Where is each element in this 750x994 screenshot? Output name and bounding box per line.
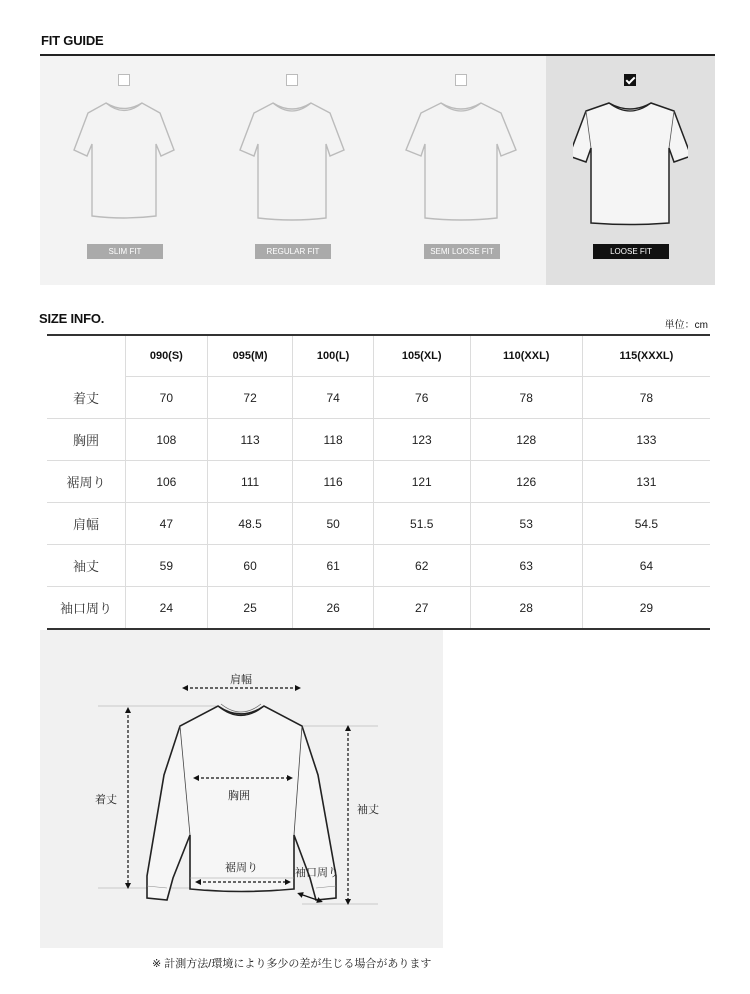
- column-header: 090(S): [126, 335, 208, 377]
- label-cuff: 袖口周り: [295, 867, 339, 879]
- table-row: [47, 503, 710, 545]
- table-cell: 60: [207, 545, 293, 587]
- table-header-row: [47, 335, 710, 377]
- column-header: 100(L): [293, 335, 373, 377]
- table-cell: 54.5: [582, 503, 710, 545]
- table-cell: 50: [293, 503, 373, 545]
- column-header: 115(XXXL): [582, 335, 710, 377]
- column-header: 105(XL): [373, 335, 470, 377]
- table-cell: 51.5: [373, 503, 470, 545]
- table-cell: 70: [126, 377, 208, 419]
- label-hem: 裾周り: [225, 862, 258, 874]
- fit-label-slim: SLIM FIT: [87, 244, 163, 259]
- row-label: 胸囲: [47, 419, 126, 461]
- label-chest: 胸囲: [228, 790, 250, 802]
- fit-option-semi-loose[interactable]: [377, 56, 546, 285]
- header-corner: [47, 335, 126, 377]
- fit-option-regular[interactable]: [208, 56, 377, 285]
- table-row: [47, 587, 710, 630]
- row-label: 肩幅: [47, 503, 126, 545]
- table-row: [47, 545, 710, 587]
- table-cell: 121: [373, 461, 470, 503]
- table-cell: 62: [373, 545, 470, 587]
- tshirt-slim-icon: [67, 98, 182, 228]
- table-cell: 74: [293, 377, 373, 419]
- table-cell: 111: [207, 461, 293, 503]
- fit-option-slim[interactable]: [40, 56, 209, 285]
- measurement-diagram: [40, 630, 443, 948]
- fit-checkbox-semi-loose[interactable]: [455, 74, 467, 86]
- table-cell: 78: [470, 377, 582, 419]
- table-cell: 76: [373, 377, 470, 419]
- table-cell: 126: [470, 461, 582, 503]
- table-cell: 116: [293, 461, 373, 503]
- table-cell: 64: [582, 545, 710, 587]
- table-cell: 72: [207, 377, 293, 419]
- table-cell: 26: [293, 587, 373, 630]
- fit-label-regular: REGULAR FIT: [255, 244, 331, 259]
- fit-option-loose[interactable]: [546, 56, 715, 285]
- table-cell: 47: [126, 503, 208, 545]
- table-cell: 123: [373, 419, 470, 461]
- row-label: 裾周り: [47, 461, 126, 503]
- column-header: 095(M): [207, 335, 293, 377]
- fit-label-semi-loose: SEMI LOOSE FIT: [424, 244, 500, 259]
- fit-checkbox-regular[interactable]: [286, 74, 298, 86]
- row-label: 袖丈: [47, 545, 126, 587]
- column-header: 110(XXL): [470, 335, 582, 377]
- table-row: [47, 461, 710, 503]
- table-cell: 27: [373, 587, 470, 630]
- table-cell: 53: [470, 503, 582, 545]
- row-label: 着丈: [47, 377, 126, 419]
- table-cell: 59: [126, 545, 208, 587]
- label-sleeve: 袖丈: [357, 804, 379, 816]
- table-cell: 24: [126, 587, 208, 630]
- fit-checkbox-loose[interactable]: [624, 74, 636, 86]
- table-cell: 61: [293, 545, 373, 587]
- tshirt-semi-loose-icon: [404, 98, 519, 228]
- fit-label-loose: LOOSE FIT: [593, 244, 669, 259]
- table-cell: 78: [582, 377, 710, 419]
- table-cell: 118: [293, 419, 373, 461]
- table-cell: 133: [582, 419, 710, 461]
- table-cell: 48.5: [207, 503, 293, 545]
- unit-label: 単位：cm: [664, 320, 708, 331]
- table-row: [47, 377, 710, 419]
- table-cell: 113: [207, 419, 293, 461]
- footnote: ※ 計測方法/環境により多少の差が生じる場合があります: [152, 958, 432, 970]
- table-cell: 25: [207, 587, 293, 630]
- fit-guide-title: FIT GUIDE: [41, 33, 104, 48]
- size-table: [47, 334, 710, 630]
- label-length: 着丈: [95, 794, 117, 806]
- table-cell: 28: [470, 587, 582, 630]
- table-cell: 108: [126, 419, 208, 461]
- size-info-title: SIZE INFO.: [39, 311, 105, 326]
- table-cell: 29: [582, 587, 710, 630]
- tshirt-regular-icon: [235, 98, 350, 228]
- table-cell: 63: [470, 545, 582, 587]
- table-cell: 131: [582, 461, 710, 503]
- table-cell: 128: [470, 419, 582, 461]
- tshirt-loose-icon: [573, 98, 688, 228]
- table-row: [47, 419, 710, 461]
- fit-guide-panel: [40, 56, 715, 285]
- label-shoulder: 肩幅: [230, 674, 252, 686]
- row-label: 袖口周り: [47, 587, 126, 630]
- table-cell: 106: [126, 461, 208, 503]
- fit-checkbox-slim[interactable]: [118, 74, 130, 86]
